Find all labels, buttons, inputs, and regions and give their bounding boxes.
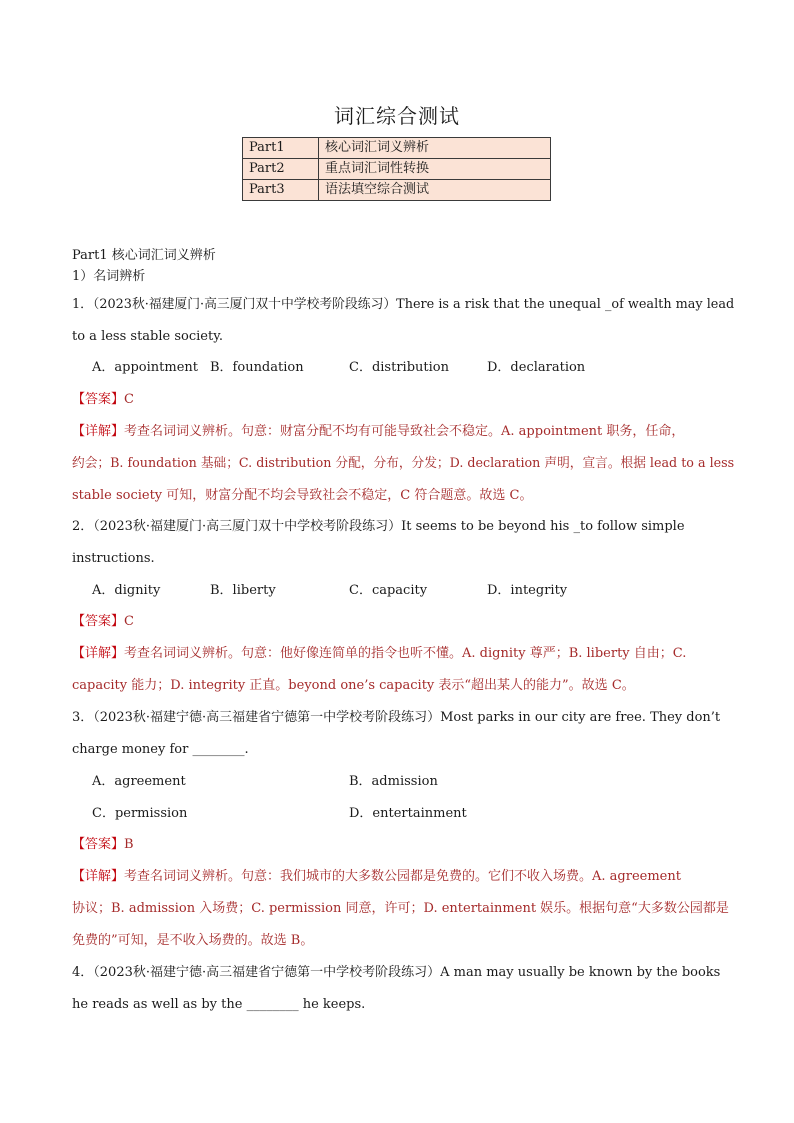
question-stem: to a less stable society. <box>72 329 223 344</box>
explain-text: 考查名词词义辨析。句意：财富分配不均有可能导致社会不稳定。A. appointment 职务，任命， <box>124 424 685 439</box>
explain-label: 【详解】 <box>72 869 125 884</box>
explanation-line <box>72 868 681 886</box>
toc-desc: 重点词汇词性转换 <box>319 159 551 180</box>
answer-line <box>72 391 134 409</box>
answer-label: 【答案】 <box>72 392 125 407</box>
option-b: B．admission <box>349 774 438 789</box>
question-stem: 4．（2023秋·福建宁德·高三福建省宁德第一中学校考阶段练习）A man may usually be known by the books <box>72 965 721 980</box>
option-c: C．capacity <box>349 583 428 598</box>
answer-label: 【答案】 <box>72 614 125 629</box>
explanation-line: capacity 能力；D. integrity 正直。beyond one’s capacity 表示“超出某人的能力”。故选 C。 <box>72 678 635 693</box>
toc-table <box>242 137 551 201</box>
explain-text: 考查名词词义辨析。句意：我们城市的大多数公园都是免费的。它们不收入场费。A. agreement <box>124 869 681 884</box>
question-stem: instructions. <box>72 551 155 566</box>
answer-line <box>72 836 134 854</box>
question-stem: he reads as well as by the ________ he keeps. <box>72 997 366 1012</box>
question-stem: charge money for ________. <box>72 742 249 757</box>
option-d: D．declaration <box>487 360 586 375</box>
page-title: 词汇综合测试 <box>334 104 460 128</box>
subsection-heading: 1）名词辨析 <box>72 269 146 284</box>
explain-label: 【详解】 <box>72 424 125 439</box>
answer-value: C <box>124 392 134 407</box>
question-stem: 3．（2023秋·福建宁德·高三福建省宁德第一中学校考阶段练习）Most parks in our city are free. They don’t <box>72 710 721 725</box>
explanation-line: stable society 可知，财富分配不均会导致社会不稳定，C 符合题意。故选 C。 <box>72 488 533 503</box>
answer-line <box>72 613 134 631</box>
option-c: C．permission <box>92 806 188 821</box>
explanation-line: 免费的”可知，是不收入场费的。故选 B。 <box>72 933 314 948</box>
question-stem: 2．（2023秋·福建厦门·高三厦门双十中学校考阶段练习）It seems to be beyond his _to follow simple <box>72 519 685 534</box>
toc-part: Part2 <box>243 159 319 180</box>
section-heading: Part1 核心词汇词义辨析 <box>72 248 216 263</box>
explanation-line: 协议；B. admission 入场费；C. permission 同意，许可；D. entertainment 娱乐。根据句意“大多数公园都是 <box>72 901 729 916</box>
answer-value: C <box>124 614 134 629</box>
toc-desc: 语法填空综合测试 <box>319 180 551 201</box>
option-d: D．integrity <box>487 583 568 598</box>
explain-text: 考查名词词义辨析。句意：他好像连简单的指令也听不懂。A. dignity 尊严；B. liberty 自由；C. <box>124 646 687 661</box>
toc-part: Part1 <box>243 138 319 159</box>
option-c: C．distribution <box>349 360 449 375</box>
option-a: A．appointment <box>92 360 198 375</box>
explanation-line: 约会；B. foundation 基础；C. distribution 分配，分布，分发；D. declaration 声明，宣言。根据 lead to a less <box>72 456 735 471</box>
toc-row <box>243 138 551 159</box>
toc-part: Part3 <box>243 180 319 201</box>
answer-label: 【答案】 <box>72 837 125 852</box>
answer-value: B <box>124 837 134 852</box>
option-a: A．dignity <box>92 583 161 598</box>
option-a: A．agreement <box>92 774 186 789</box>
option-b: B．foundation <box>210 360 304 375</box>
question-stem: 1．（2023秋·福建厦门·高三厦门双十中学校考阶段练习）There is a risk that the unequal _of wealth may lead <box>72 297 735 312</box>
option-b: B．liberty <box>210 583 276 598</box>
explanation-line <box>72 645 686 663</box>
toc-row <box>243 180 551 201</box>
toc-row <box>243 159 551 180</box>
explanation-line <box>72 423 684 441</box>
toc-desc: 核心词汇词义辨析 <box>319 138 551 159</box>
option-d: D．entertainment <box>349 806 467 821</box>
explain-label: 【详解】 <box>72 646 125 661</box>
